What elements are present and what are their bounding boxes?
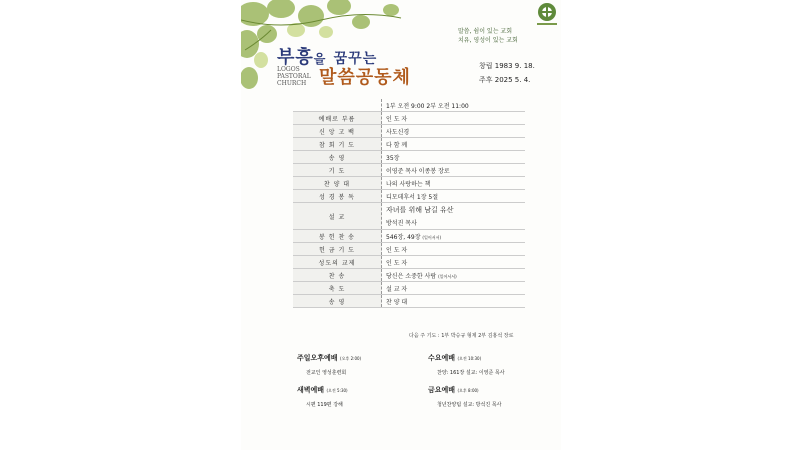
table-row: 신 앙 고 백 사도신경 <box>293 125 525 138</box>
table-row: 참 회 기 도 다 함 께 <box>293 138 525 151</box>
bulletin-dates: 창립 1983 9. 18. 주후 2025 5. 4. <box>479 62 535 84</box>
sermon-title: 자녀를 위해 남길 유산 <box>386 206 454 214</box>
table-row: 송 영 찬 양 대 <box>293 295 525 308</box>
table-row: 성도의 교제 인 도 자 <box>293 256 525 269</box>
service-times: 1부 오전 9:00 2부 오전 11:00 <box>386 102 469 110</box>
table-row: 봉 헌 찬 송 546장, 49장 (일어서서) <box>293 230 525 243</box>
service-friday: 금요예배 (오후 8:00) 청년찬양팀 설교: 방석진 목사 <box>428 386 502 408</box>
table-row: 성 경 봉 독 디모데후서 1장 5절 <box>293 190 525 203</box>
bulletin-page <box>241 0 561 450</box>
church-motto: 말씀, 쉼이 있는 교회 치유, 영성이 있는 교회 <box>458 28 518 44</box>
table-row: 기 도 이영준 목사 이종봉 장로 <box>293 164 525 177</box>
order-of-worship-table <box>293 99 525 308</box>
table-row: 예배로 부름 인 도 자 <box>293 112 525 125</box>
preacher: 방석진 목사 <box>386 220 417 227</box>
sermon-row: 설 교 자녀를 위해 남길 유산 방석진 목사 <box>293 203 525 230</box>
service-sunday-afternoon: 주일오후예배 (오후 2:00) 전교인 영성훈련회 <box>297 354 362 376</box>
service-wednesday: 수요예배 (오전 10:30) 찬양: 161장 설교: 이영준 목사 <box>428 354 505 376</box>
church-slogan: 부흥을 꿈꾸는 <box>277 47 378 68</box>
table-row: 찬 송 당신은 소중한 사람 (일어서서) <box>293 269 525 282</box>
table-row: 송 영 35장 <box>293 151 525 164</box>
service-times-row <box>293 99 525 112</box>
church-name: 말씀공동체 <box>319 67 411 88</box>
table-row: 찬 양 대 나의 사랑하는 책 <box>293 177 525 190</box>
church-logo-icon <box>533 2 559 42</box>
next-week-prayer: 다음 주 기도 : 1부 박승규 형제 2부 김홍석 장로 <box>409 333 514 339</box>
table-row: 헌 금 기 도 인 도 자 <box>293 243 525 256</box>
service-dawn: 새벽예배 (오전 5:30) 시편 119편 강해 <box>297 386 348 408</box>
church-english-name: LOGOS PASTORAL CHURCH <box>277 66 311 87</box>
table-row: 축 도 설 교 자 <box>293 282 525 295</box>
